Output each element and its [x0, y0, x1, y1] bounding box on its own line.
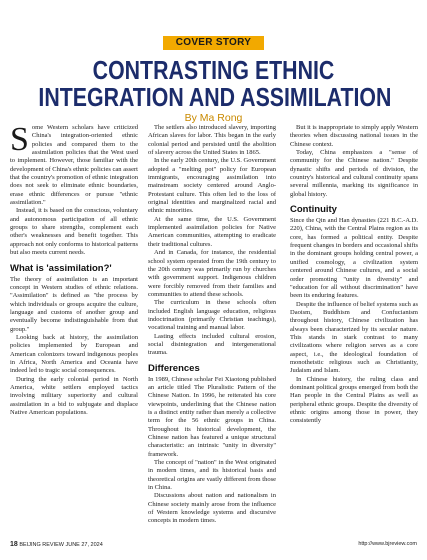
page-number: 18 — [10, 541, 18, 548]
paragraph: Lasting effects included cultural erosion, social disintegration and intergenerational trauma. — [148, 332, 276, 357]
paragraph: In 1989, Chinese scholar Fei Xiaotong published an article titled The Pluralistic Pattern of the Chinese Nation. In 1996, he reiterated his core viewpoints, underlining that the Chinese nation is a distinct entity rather than merely a collective term for the 56 ethnic groups in China. Throughout its historical development, the Chinese nation has featured a unique structural characteristic: an intrinsic "unity in diversity" framework. — [148, 375, 276, 458]
page-footer — [10, 539, 417, 551]
paragraph-text: ome Western scholars have criticized China's integration-oriented ethnic policies and compared them to the assimilation policies that the West used to implement. However, those familiar with the development of China's ethnic policies can assert that the country's promotion of ethnic integration does not seek to eliminate ethnic boundaries, erase ethnic differences or pursue "ethnic assimilation." — [10, 124, 138, 207]
byline: By Ma Rong — [184, 112, 243, 124]
paragraph: And in Canada, for instance, the residential school system operated from the 19th century to the 20th century was primarily run by churches with government support. Indigenous children were forcibly removed from their families and communities to attend these schools. — [148, 249, 276, 298]
article-column-1 — [10, 124, 138, 534]
section-heading: What is 'assimilation?' — [10, 262, 112, 274]
paragraph: Looking back at history, the assimilation policies implemented by European and American colonizers toward indigenous peoples in Africa, North America and Oceania have indeed led to tragic social consequences. — [10, 333, 138, 375]
paragraph: Today, China emphasizes a "sense of community for the Chinese nation." Despite dynastic shifts and periods of division, the country's historical and cultural continuity spans several millennia, marking its significance in global history. — [290, 149, 418, 198]
paragraph: Instead, it is based on the conscious, voluntary and autonomous participation of all ethnic groups to share strengths, complement each other's weaknesses and benefit together. This approach not only conforms to historical patterns but also meets current needs. — [10, 207, 138, 257]
headline-line-1: CONTRASTING ETHNIC — [92, 55, 335, 85]
section-heading: Differences — [148, 362, 200, 374]
paragraph — [10, 124, 138, 207]
section-tag: COVER STORY — [163, 36, 264, 50]
paragraph: Since the Qin and Han dynasties (221 B.C.-A.D. 220), China, with the Central Plains region as its core, has formed a political entity. Despite frequent changes in borders and occasional shifts in the dominant groups holding central power, a unified cosmology, a civilization system centered around Chinese cultures, and a social order promoting "unity in diversity" and "education for all without discrimination" have been its enduring features. — [290, 217, 418, 300]
paragraph: But it is inappropriate to simply apply Western theories when discussing national issues in the Chinese context. — [290, 124, 418, 148]
paragraph: Despite the influence of belief systems such as Daoism, Buddhism and Confucianism throughout history, Chinese civilization has always been characterized by its secular nature. This stands in stark contrast to many civilizations where religion serves as a core aspect, i.e., the ideological foundation of monotheistic religious such as Christianity, Judaism and Islam. — [290, 300, 418, 375]
paragraph: The settlers also introduced slavery, importing African slaves for labor. This began in the early colonial period and persisted until the abolition of slavery across the United States in 1865. — [148, 124, 276, 157]
section-heading: Continuity — [290, 204, 337, 216]
site-link[interactable]: http://www.bjreview.com — [358, 541, 417, 547]
paragraph: During the early colonial period in North America, white settlers employed tactics involving military superiority and cultural assimilation in a bid to subjugate and displace Native American populations. — [10, 375, 138, 416]
footer-left — [10, 541, 103, 548]
paragraph: The concept of "nation" in the West originated in modern times, and its historical basis and theoretical origins are vastly different from those in China. — [148, 459, 276, 492]
paragraph: At the same time, the U.S. Government implemented assimilation policies for Native American communities, attempting to eradicate their traditional cultures. — [148, 215, 276, 248]
article-column-2 — [148, 124, 276, 534]
paragraph: In the early 20th century, the U.S. Government adopted a "melting pot" policy for European immigrants, encouraging assimilation into mainstream society centered around Anglo-Protestant culture. This often led to the loss of original identities and marginalized racial and ethnic minorities. — [148, 157, 276, 215]
drop-cap: S — [10, 124, 29, 158]
paragraph: Discussions about nation and nationalism in Chinese society mainly arose from the influence of Western knowledge systems and discursive concepts in modern times. — [148, 492, 276, 525]
article-column-3 — [290, 124, 418, 534]
issue-info: BEIJING REVIEW JUNE 27, 2024 — [19, 542, 103, 548]
paragraph: The theory of assimilation is an important concept in Western studies of ethnic relations. "Assimilation" is defined as "the process by which individuals or groups acquire the culture, language and customs of another group and eventually become indistinguishable from that group." — [10, 275, 138, 333]
headline-line-2: INTEGRATION AND ASSIMILATION — [38, 82, 392, 112]
paragraph: In Chinese history, the ruling class and dominant political groups emerged from both the Han people in the Central Plains as well as peripheral ethnic groups. Despite the diversity of ethnic origins among those in power, they consistently — [290, 375, 418, 425]
paragraph: The curriculum in these schools often included English language education, religious indoctrination (primarily Christian teachings), vocational training and manual labor. — [148, 299, 276, 332]
